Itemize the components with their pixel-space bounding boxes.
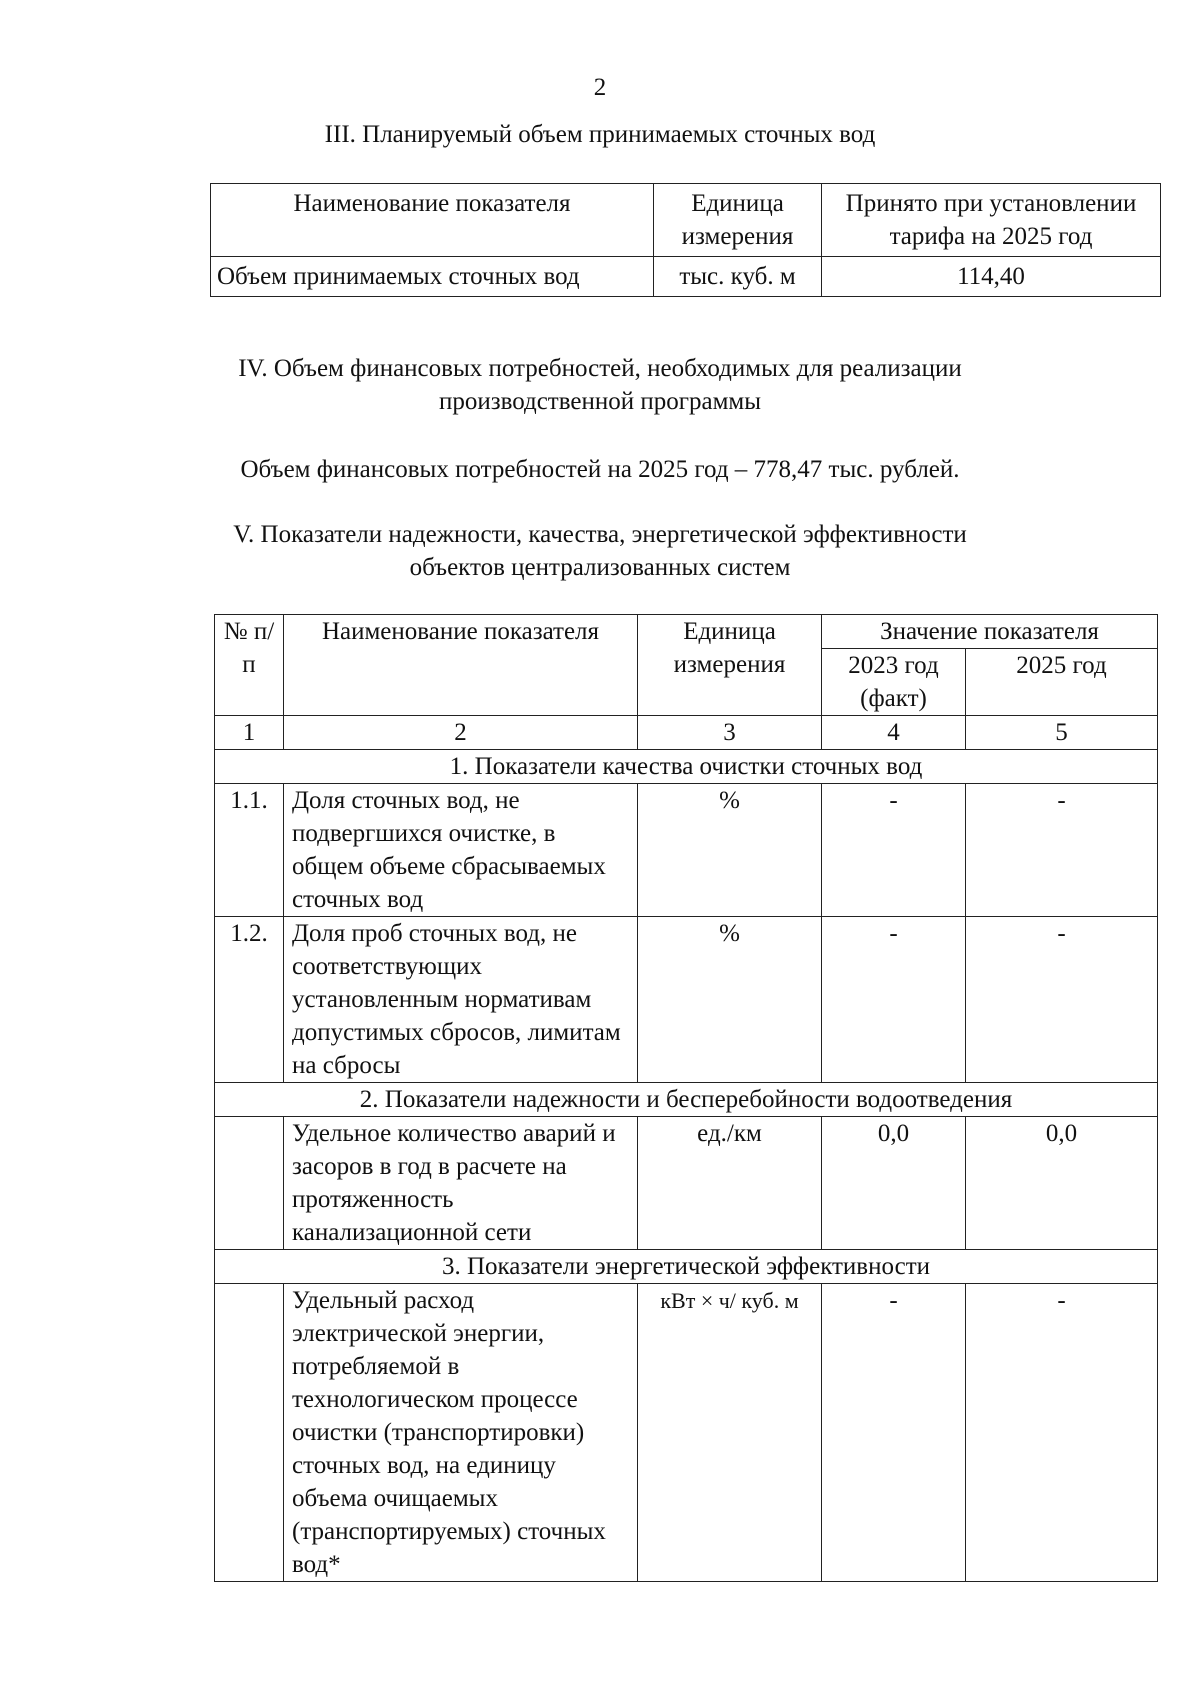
planned-volume-table (210, 183, 1161, 297)
table-header-row (211, 184, 1161, 257)
group-heading-3: 3. Показатели энергетической эффективности (215, 1250, 1158, 1284)
row-value-2025: - (966, 784, 1158, 917)
row-indicator: Удельное количество аварий и засоров в год в расчете на протяженность канализационной сети (284, 1117, 638, 1250)
col-number-1: 1 (215, 716, 284, 750)
row-number: 1.2. (215, 917, 284, 1083)
col-number-5: 5 (966, 716, 1158, 750)
row-indicator: Удельный расход электрической энергии, потребляемой в технологическом процессе очистки (транспортировки) сточных вод, на единицу объема очищаемых (транспортируемых) сточных вод* (284, 1284, 638, 1582)
column-numbers-row (215, 716, 1158, 750)
row-number (215, 1284, 284, 1582)
section5-heading-line1: V. Показатели надежности, качества, энергетической эффективности (233, 521, 967, 548)
section3-heading: III. Планируемый объем принимаемых сточных вод (324, 121, 876, 148)
table-row (215, 917, 1158, 1083)
col-number-2: 2 (284, 716, 638, 750)
table-header-row (215, 615, 1158, 649)
section5-heading-line2: объектов централизованных систем (409, 554, 791, 581)
row-unit: кВт × ч/ куб. м (638, 1284, 822, 1582)
row-value-2023: - (822, 1284, 966, 1582)
group-heading-2: 2. Показатели надежности и бесперебойности водоотведения (215, 1083, 1158, 1117)
row-value-2025: 0,0 (966, 1117, 1158, 1250)
row-value-2025: - (966, 917, 1158, 1083)
group-row (215, 1083, 1158, 1117)
cell-unit: тыс. куб. м (654, 257, 822, 297)
group-row (215, 750, 1158, 784)
row-unit: % (638, 917, 822, 1083)
row-value-2023: - (822, 917, 966, 1083)
row-unit: % (638, 784, 822, 917)
page-number: 2 (593, 74, 607, 101)
financial-needs-text: Объем финансовых потребностей на 2025 год – 778,47 тыс. рублей. (240, 456, 960, 483)
section4-heading-line2: производственной программы (438, 388, 762, 415)
table-row (211, 257, 1161, 297)
header-indicator-name: Наименование показателя (211, 184, 654, 257)
row-value-2025: - (966, 1284, 1158, 1582)
header-unit: Единица измерения (654, 184, 822, 257)
col-number-4: 4 (822, 716, 966, 750)
indicators-table (214, 614, 1158, 1582)
header-unit: Единица измерения (638, 615, 822, 716)
cell-value: 114,40 (822, 257, 1161, 297)
table-row (215, 1284, 1158, 1582)
group-heading-1: 1. Показатели качества очистки сточных вод (215, 750, 1158, 784)
group-row (215, 1250, 1158, 1284)
row-unit: ед./км (638, 1117, 822, 1250)
section4-heading-line1: IV. Объем финансовых потребностей, необходимых для реализации (238, 355, 962, 382)
table-row (215, 1117, 1158, 1250)
row-number: 1.1. (215, 784, 284, 917)
cell-indicator-name: Объем принимаемых сточных вод (211, 257, 654, 297)
header-2023: 2023 год (факт) (822, 649, 966, 716)
header-accepted-tariff: Принято при установлении тарифа на 2025 год (822, 184, 1161, 257)
row-value-2023: 0,0 (822, 1117, 966, 1250)
row-indicator: Доля проб сточных вод, не соответствующих установленным нормативам допустимых сбросов, лимитам на сбросы (284, 917, 638, 1083)
header-number: № п/п (215, 615, 284, 716)
row-value-2023: - (822, 784, 966, 917)
header-2025: 2025 год (966, 649, 1158, 716)
header-indicator-name: Наименование показателя (284, 615, 638, 716)
header-value: Значение показателя (822, 615, 1158, 649)
row-indicator: Доля сточных вод, не подвергшихся очистке, в общем объеме сбрасываемых сточных вод (284, 784, 638, 917)
col-number-3: 3 (638, 716, 822, 750)
row-number (215, 1117, 284, 1250)
table-row (215, 784, 1158, 917)
